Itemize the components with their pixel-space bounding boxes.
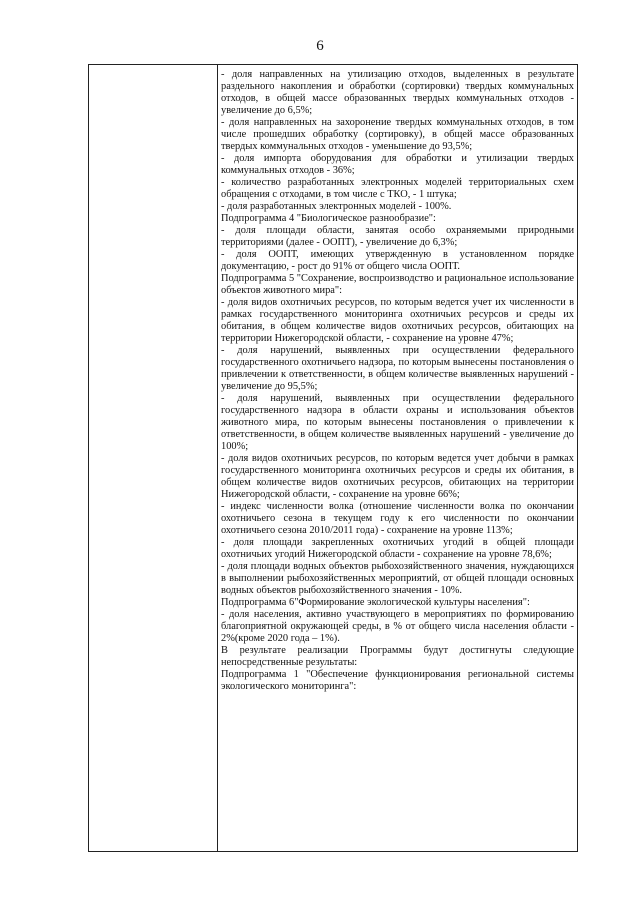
paragraph: - доля направленных на захоронение твердых коммунальных отходов, в том числе прошедших обработку (сортировку), в общей массе образованных твердых коммунальных отходов - уменьшение до 93,5%; bbox=[221, 117, 574, 152]
paragraph: - доля площади области, занятая особо охраняемыми природными территориями (далее - ООПТ), - увеличение до 6,3%; bbox=[221, 225, 574, 248]
paragraph: - доля нарушений, выявленных при осуществлении федерального государственного охотничьего надзора, по которым вынесены постановления о привлечении к ответственности, в общем количестве выявленных нарушений - увеличение до 95,5%; bbox=[221, 345, 574, 392]
paragraph: В результате реализации Программы будут достигнуты следующие непосредственные результаты: bbox=[221, 645, 574, 668]
paragraph: - доля нарушений, выявленных при осуществлении федерального государственного надзора в области охраны и использования объектов животного мира, по которым вынесены постановления о привлечении к ответственности, в общем количестве выявленных нарушений - увеличение до 100%; bbox=[221, 393, 574, 452]
column-divider bbox=[217, 65, 218, 851]
text-cell bbox=[221, 69, 574, 693]
paragraph: - доля площади закрепленных охотничьих угодий в общей площади охотничьих угодий Нижегородской области - сохранение на уровне 78,6%; bbox=[221, 537, 574, 560]
subprogram-heading: Подпрограмма 4 "Биологическое разнообразие": bbox=[221, 213, 436, 224]
content-table bbox=[88, 64, 578, 852]
paragraph: - доля площади водных объектов рыбохозяйственного значения, нуждающихся в выполнении рыбохозяйственных мероприятий, от общей площади основных водных объектов рыбохозяйственного значения - 10%. bbox=[221, 561, 574, 596]
paragraph: - доля разработанных электронных моделей - 100%. bbox=[221, 201, 452, 212]
paragraph: - доля населения, активно участвующего в мероприятиях по формированию благоприятной окружающей среды, в % от общего числа населения области - 2%(кроме 2020 года – 1%). bbox=[221, 609, 574, 644]
paragraph: - доля ООПТ, имеющих утвержденную в установленном порядке документацию, - рост до 91% от общего числа ООПТ. bbox=[221, 249, 574, 272]
paragraph: - доля импорта оборудования для обработки и утилизации твердых коммунальных отходов - 36%; bbox=[221, 153, 574, 176]
paragraph: - доля направленных на утилизацию отходов, выделенных в результате раздельного накопления и обработки (сортировки) твердых коммунальных отходов, в общей массе образованных твердых коммунальных отходов - увеличение до 6,5%; bbox=[221, 69, 574, 116]
paragraph: - доля видов охотничьих ресурсов, по которым ведется учет добычи в рамках государственного мониторинга охотничьих ресурсов и среды их обитания, в общем количестве видов охотничьих ресурсов, обитающих на территории Нижегородской области, - сохранение на уровне 66%; bbox=[221, 453, 574, 500]
page-number: 6 bbox=[316, 38, 324, 54]
paragraph: - доля видов охотничьих ресурсов, по которым ведется учет их численности в рамках государственного мониторинга охотничьих ресурсов и среды их обитания, в общем количестве видов охотничьих ресурсов, обитающих на территории Нижегородской области, - сохранение на уровне 47%; bbox=[221, 297, 574, 344]
subprogram-heading: Подпрограмма 6"Формирование экологической культуры населения": bbox=[221, 597, 530, 608]
subprogram-heading: Подпрограмма 1 "Обеспечение функционирования региональной системы экологического мониторинга": bbox=[221, 669, 574, 692]
paragraph: - индекс численности волка (отношение численности волка по окончании охотничьего сезона в текущем году к его численности по окончании охотничьего сезона 2010/2011 года) - сохранение на уровне 113%; bbox=[221, 501, 574, 536]
subprogram-heading: Подпрограмма 5 "Сохранение, воспроизводство и рациональное использование объектов животного мира": bbox=[221, 273, 574, 296]
paragraph: - количество разработанных электронных моделей территориальных схем обращения с отходами, в том числе с ТКО, - 1 штука; bbox=[221, 177, 574, 200]
